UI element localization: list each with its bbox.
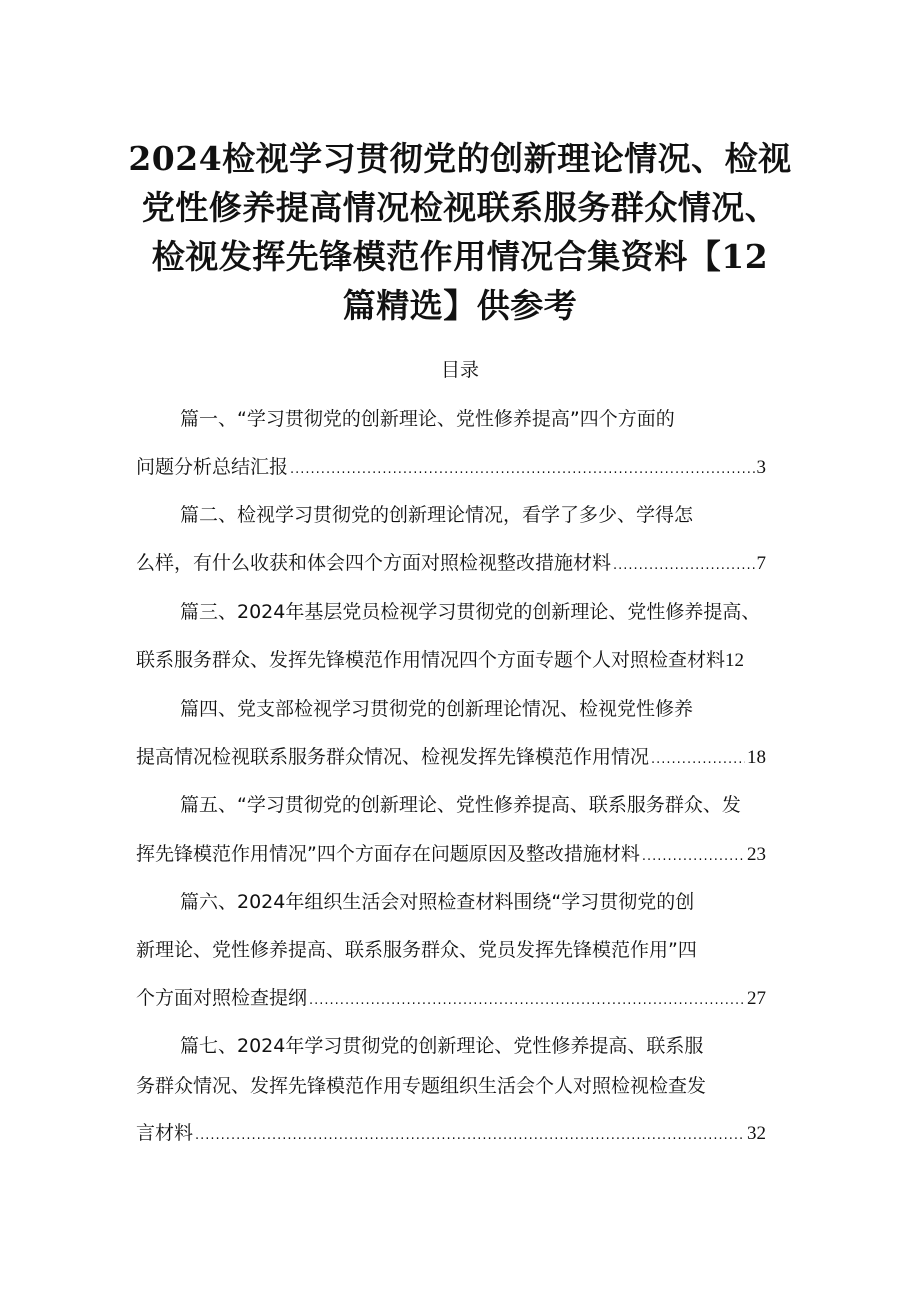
toc-entry-6-line[interactable]: 新理论、党性修养提高、联系服务群众、党员发挥先锋模范作用”四 bbox=[136, 939, 697, 961]
toc-entry-text: 个方面对照检查提纲 bbox=[136, 987, 308, 1009]
toc-page-number: 12 bbox=[725, 650, 745, 671]
title-line: 党性修养提高情况检视联系服务群众情况、 bbox=[141, 188, 779, 227]
toc-entry-text: 提高情况检视联系服务群众情况、检视发挥先锋模范作用情况 bbox=[136, 746, 650, 768]
title-line: 检视发挥先锋模范作用情况合集资料【12 bbox=[151, 237, 769, 276]
dot-leader bbox=[195, 1124, 745, 1148]
dot-leader bbox=[613, 554, 754, 578]
toc-entry-text: 联系服务群众、发挥先锋模范作用情况四个方面专题个人对照检查材料 bbox=[136, 649, 726, 671]
toc-entry-7-last[interactable] bbox=[136, 1121, 766, 1148]
toc-entry-1-line[interactable]: 篇一、“学习贯彻党的创新理论、党性修养提高”四个方面的 bbox=[180, 408, 675, 430]
toc-entry-4-last[interactable] bbox=[136, 745, 766, 772]
dot-leader bbox=[309, 989, 745, 1013]
toc-page-number: 23 bbox=[747, 844, 766, 865]
toc-page-number: 32 bbox=[747, 1123, 766, 1144]
toc-entry-3-last[interactable] bbox=[136, 648, 766, 673]
toc-entry-text: 挥先锋模范作用情况”四个方面存在问题原因及整改措施材料 bbox=[136, 843, 640, 865]
toc-entry-6-line[interactable]: 篇六、2024年组织生活会对照检查材料围绕“学习贯彻党的创 bbox=[180, 891, 695, 913]
toc-entry-1-last[interactable] bbox=[136, 455, 766, 482]
toc-page-number: 27 bbox=[747, 988, 766, 1009]
dot-leader bbox=[290, 458, 754, 482]
toc-heading: 目录 bbox=[440, 359, 479, 381]
dot-leader bbox=[651, 748, 745, 772]
toc-entry-2-line[interactable]: 篇二、检视学习贯彻党的创新理论情况，看学了多少、学得怎 bbox=[180, 504, 694, 526]
toc-entry-text: 问题分析总结汇报 bbox=[136, 456, 289, 478]
title-line: 篇精选】供参考 bbox=[342, 286, 578, 325]
toc-entry-text: 言材料 bbox=[136, 1122, 194, 1144]
toc-entry-3-line[interactable]: 篇三、2024年基层党员检视学习贯彻党的创新理论、党性修养提高、 bbox=[180, 601, 761, 623]
toc-entry-5-last[interactable] bbox=[136, 842, 766, 869]
toc-page-number: 3 bbox=[756, 457, 766, 478]
toc-entry-6-last[interactable] bbox=[136, 986, 766, 1013]
toc-entry-5-line[interactable]: 篇五、“学习贯彻党的创新理论、党性修养提高、联系服务群众、发 bbox=[180, 794, 741, 816]
title-line: 2024检视学习贯彻党的创新理论情况、检视 bbox=[128, 139, 792, 178]
dot-leader bbox=[642, 845, 745, 869]
toc-entry-4-line[interactable]: 篇四、党支部检视学习贯彻党的创新理论情况、检视党性修养 bbox=[180, 698, 694, 720]
toc-entry-text: 么样，有什么收获和体会四个方面对照检视整改措施材料 bbox=[136, 552, 612, 574]
toc-entry-7-line[interactable]: 篇七、2024年学习贯彻党的创新理论、党性修养提高、联系服 bbox=[180, 1035, 704, 1057]
toc-entry-7-line[interactable]: 务群众情况、发挥先锋模范作用专题组织生活会个人对照检视检查发 bbox=[136, 1075, 707, 1097]
toc-page-number: 7 bbox=[756, 553, 766, 574]
document-title bbox=[120, 134, 800, 330]
toc-entry-2-last[interactable] bbox=[136, 551, 766, 578]
toc-page-number: 18 bbox=[747, 747, 766, 768]
